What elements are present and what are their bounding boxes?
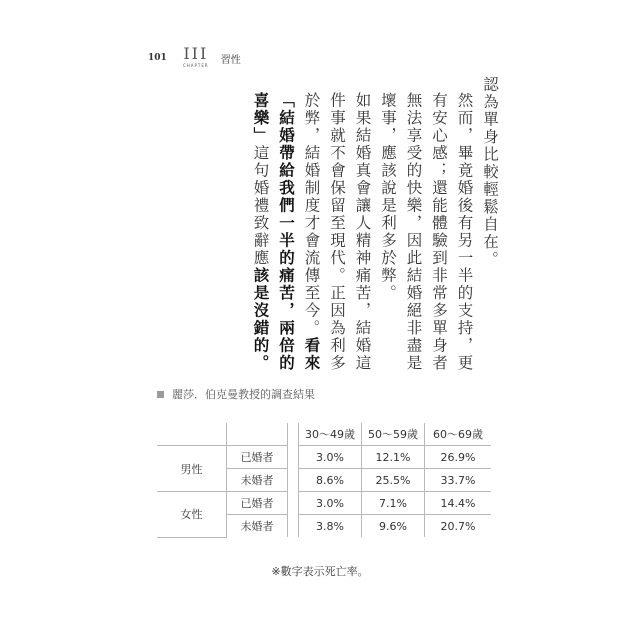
table-cell: 20.7%	[425, 515, 492, 538]
table-title-text: 麗莎．伯克曼教授的調查結果	[172, 388, 315, 401]
table-cell: 8.6%	[299, 469, 362, 492]
table-gap	[288, 423, 299, 446]
table-cell: 25.5%	[362, 469, 425, 492]
table-gap	[288, 515, 299, 538]
table-row	[157, 446, 491, 469]
emphasis-conclusion: 該是沒錯的。	[251, 266, 270, 372]
paragraph-3-text: 如果結婚真會讓人精神痛苦，結婚這件事就不會保留至現代。正因為利多於弊，結婚制度才會流傳至今。	[302, 91, 372, 372]
emphasis-quote: 看來「結婚帶給我們一半的痛苦，兩倍的喜樂」	[251, 91, 321, 372]
table-cell: 7.1%	[362, 492, 425, 515]
paragraph-1: 認為單身比較輕鬆自在。	[481, 76, 499, 269]
table-header-row	[157, 423, 491, 446]
paragraph-3-text-2: 這句婚禮致辭應	[251, 144, 270, 267]
table-row	[157, 492, 491, 515]
table-cell: 33.7%	[425, 469, 492, 492]
group-label: 女性	[157, 492, 227, 538]
square-bullet-icon	[157, 391, 164, 398]
table-gap	[288, 492, 299, 515]
chapter-word: CHAPTER	[182, 63, 209, 68]
table-corner-2	[227, 423, 288, 446]
column-header: 50～59歲	[362, 423, 425, 446]
table-cell: 3.0%	[299, 446, 362, 469]
table-cell: 9.6%	[362, 515, 425, 538]
status-label: 已婚者	[227, 492, 288, 515]
table-cell: 3.8%	[299, 515, 362, 538]
chapter-numeral: III	[183, 44, 209, 63]
footnote: ※數字表示死亡率。	[271, 565, 369, 578]
column-header: 60～69歲	[425, 423, 492, 446]
table-cell: 3.0%	[299, 492, 362, 515]
body-text	[240, 76, 502, 376]
page-header	[148, 44, 241, 72]
section-title: 習性	[220, 54, 241, 66]
chapter-mark	[179, 44, 213, 72]
table-gap	[288, 469, 299, 492]
mortality-table	[157, 423, 491, 538]
status-label: 已婚者	[227, 446, 288, 469]
group-label: 男性	[157, 446, 227, 492]
paragraph-2: 然而，畢竟婚後有另一半的支持，更有安心感；還能體驗到非常多單身者無法享受的快樂，因此結婚絕非盡是壞事，應該說是利多於弊。	[379, 91, 474, 372]
table-cell: 12.1%	[362, 446, 425, 469]
table-corner	[157, 423, 227, 446]
table-gap	[288, 446, 299, 469]
table-cell: 26.9%	[425, 446, 492, 469]
table-cell: 14.4%	[425, 492, 492, 515]
column-header: 30～49歲	[299, 423, 362, 446]
table-title	[157, 386, 315, 402]
status-label: 未婚者	[227, 469, 288, 492]
paragraph-3	[247, 76, 375, 376]
status-label: 未婚者	[227, 515, 288, 538]
page-number: 101	[148, 53, 167, 63]
